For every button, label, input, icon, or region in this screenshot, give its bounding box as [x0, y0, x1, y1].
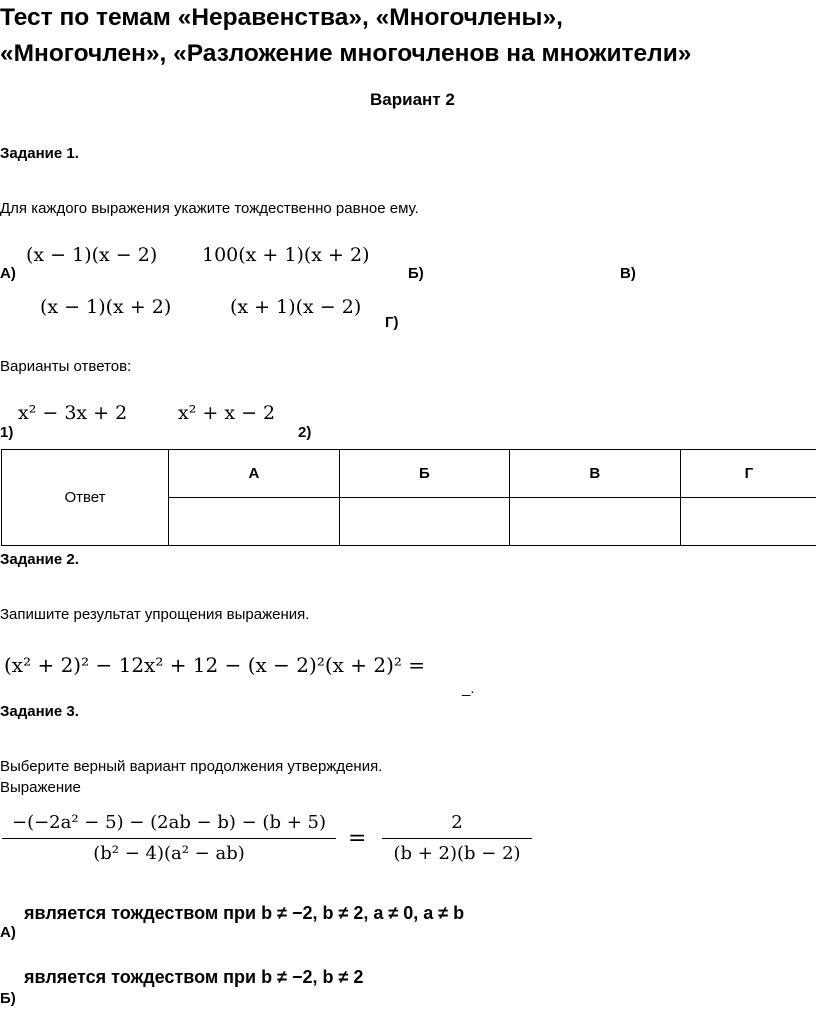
task3-heading: Задание 3.	[0, 703, 79, 720]
task1-instruction: Для каждого выражения укажите тождественно равное ему.	[0, 200, 419, 217]
task3-lhs-numerator: −(−2a² − 5) − (2ab − b) − (b + 5)	[12, 812, 326, 833]
answer-col-v: В	[509, 450, 680, 498]
task2-answer-blank[interactable]: _.	[462, 680, 475, 697]
task1-label-b: Б)	[408, 265, 424, 282]
answer-col-a: А	[169, 450, 340, 498]
task3-rhs-fraction	[382, 808, 532, 869]
answer-cell-v[interactable]	[509, 498, 680, 546]
task3-rhs-denominator: (b + 2)(b − 2)	[382, 838, 532, 869]
task3-equals: =	[348, 826, 367, 851]
answer-col-g: Г	[680, 450, 816, 498]
task1-answers-heading: Варианты ответов:	[0, 358, 132, 375]
task3-lhs-fraction	[2, 808, 336, 869]
variant-label: Вариант 2	[370, 90, 455, 109]
answer-row-label: Ответ	[2, 450, 169, 546]
task1-option1-label: 1)	[0, 424, 14, 441]
task3-instruction: Выберите верный вариант продолжения утверждения.	[0, 758, 383, 775]
task1-label-a: А)	[0, 265, 16, 282]
task1-label-g: Г)	[385, 314, 399, 331]
task3-expression-word: Выражение	[0, 779, 81, 796]
answer-col-b: Б	[339, 450, 509, 498]
task1-option1-expr: x² − 3x + 2	[18, 402, 128, 424]
task1-label-v: В)	[620, 265, 636, 282]
page-title-line1: Тест по темам «Неравенства», «Многочлены»,	[0, 4, 563, 31]
task2-expression: (x² + 2)² − 12x² + 12 − (x − 2)²(x + 2)² =	[4, 653, 426, 677]
task3-lhs-denominator: (b² − 4)(a² − ab)	[2, 838, 336, 869]
task1-expr-b: 100(x + 1)(x + 2)	[202, 244, 370, 266]
task2-heading: Задание 2.	[0, 551, 79, 568]
answer-cell-b[interactable]	[339, 498, 509, 546]
task3-rhs-numerator: 2	[451, 812, 463, 833]
answer-cell-a[interactable]	[169, 498, 340, 546]
task3-option-a-text: является тождеством при b ≠ −2, b ≠ 2, a ≠ 0, a ≠ b	[24, 903, 465, 923]
task3-option-b-label[interactable]: Б)	[0, 990, 16, 1007]
task1-option2-label: 2)	[298, 424, 312, 441]
page-title-line2: «Многочлен», «Разложение многочленов на множители»	[0, 40, 692, 67]
task1-expr-g: (x + 1)(x − 2)	[230, 296, 362, 318]
task1-heading: Задание 1.	[0, 145, 79, 162]
answer-table	[1, 449, 816, 546]
task3-option-a-label[interactable]: А)	[0, 924, 16, 941]
answer-cell-g[interactable]	[680, 498, 816, 546]
task1-expr-a: (x − 1)(x − 2)	[26, 244, 158, 266]
task2-instruction: Запишите результат упрощения выражения.	[0, 606, 310, 623]
task1-expr-v: (x − 1)(x + 2)	[40, 296, 172, 318]
task3-option-b-text: является тождеством при b ≠ −2, b ≠ 2	[24, 967, 364, 987]
task1-option2-expr: x² + x − 2	[178, 402, 276, 424]
